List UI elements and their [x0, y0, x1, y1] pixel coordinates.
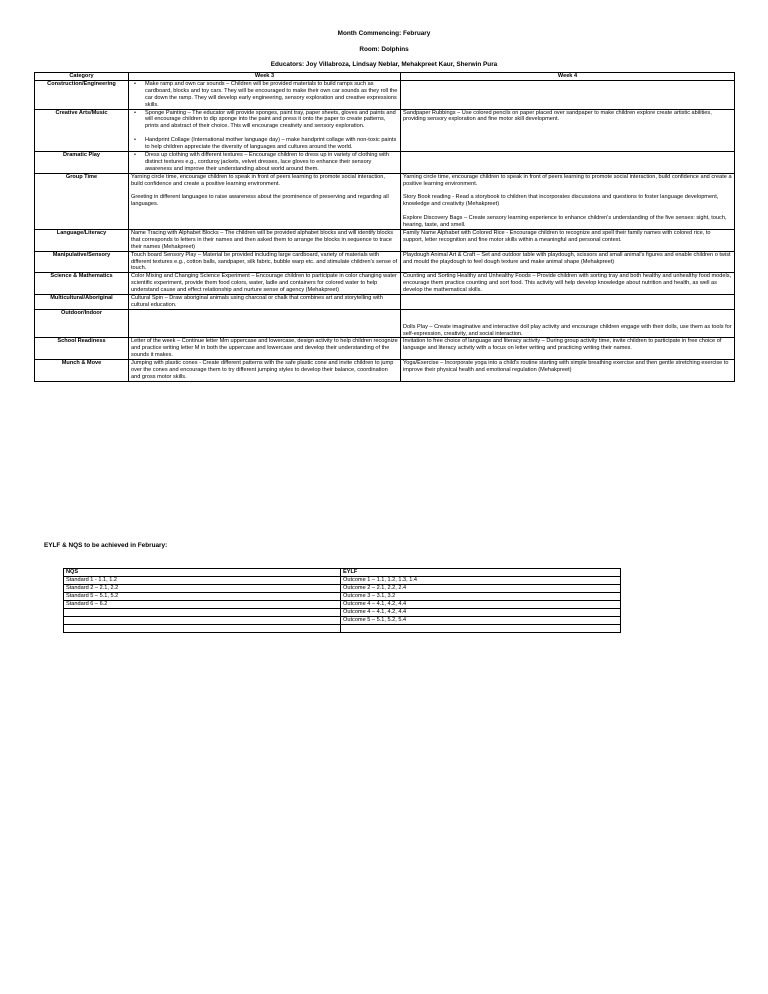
room-heading: Room: Dolphins — [359, 46, 409, 53]
standards-header-row — [64, 569, 621, 577]
weekly-plan-table — [34, 72, 735, 382]
activity-text: Story Book reading - Read a storybook to children that incorporates discussions and questions to foster language development, knowledge and creativity (Mehakpreet) — [403, 194, 719, 208]
activity-text: Sandpaper Rubbings – Use colored pencils on paper placed over sandpaper to make children explore create artistic abilities, providing sensory exploration and fine motor skill development. — [403, 109, 712, 123]
category-cell: Dramatic Play — [35, 151, 129, 173]
nqs-cell — [64, 625, 341, 633]
activity-text: Yarning circle time, encourage children to speak in front of peers learning to promote social interaction, build confidence and create a positive learning environment. — [403, 173, 732, 187]
plan-row — [35, 109, 735, 151]
standards-row — [64, 601, 621, 609]
activity-text: Playdough Animal Art & Craft – Set and outdoor table with playdough, scissors and small animal's figures and enable children o twist and mould the playdough to feel dough texture and make animal shape (Mehakpreet) — [403, 251, 731, 265]
standards-body — [64, 569, 621, 633]
activity-text — [403, 310, 732, 317]
nqs-cell: Standard 6 – 6.2 — [64, 601, 341, 609]
week-3-cell — [129, 273, 401, 295]
nqs-cell: Standard 5 – 5.1, 5.2 — [64, 593, 341, 601]
week-3-cell — [129, 80, 401, 109]
nqs-cell: Standard 2 – 2.1, 2.2 — [64, 585, 341, 593]
activity-text: Cultural Spin – Draw aboriginal animals using charcoal or chalk that combines art and storytelling with cultural education. — [131, 295, 383, 308]
nqs-cell — [64, 609, 341, 617]
bullet-icon: • — [134, 109, 136, 116]
week-4-cell — [401, 360, 735, 382]
plan-row — [35, 338, 735, 360]
eylf-nqs-title: EYLF & NQS to be achieved in February: — [44, 542, 168, 549]
week-4-cell — [401, 273, 735, 295]
column-header-category: Category — [35, 73, 129, 81]
plan-row — [35, 360, 735, 382]
activity-text: Make ramp and own car sounds – Children will be provided materials to build ramps such as cardboard, blocks and toy cars. They will be encouraged to make their own car sounds as they roll the car down the ramp. They will develop early engineering, sensory exploration and creative expressions skills. — [145, 80, 398, 108]
activity-text: Touch board Sensory Play – Material be provided including large cardboard, variety of materials with different textures e.g., cotton balls, sandpaper, silk fabric, bubble warp etc. and stimulate children's sense of touch. — [131, 251, 398, 272]
week-4-cell — [401, 109, 735, 151]
standards-row — [64, 617, 621, 625]
activity-item — [131, 152, 398, 173]
plan-row — [35, 251, 735, 273]
standards-row — [64, 593, 621, 601]
category-cell: Construction/Engineering — [35, 80, 129, 109]
activity-text: Handprint Collage (International mother language day) – make handprint collage with non-toxic paints to help children appreciate the diversity of languages and cultures around the world. — [145, 137, 397, 151]
activity-text: Dress up clothing with different textures – Encourage children to dress up in variety of clothing with distinct textures e.g., corduroy jackets, velvet dresses, lace gloves to enhance their sensory awareness and improve their understanding about world around them. — [145, 151, 389, 172]
category-cell: Multicultural/Aboriginal — [35, 295, 129, 310]
week-3-cell — [129, 229, 401, 251]
category-cell: Group Time — [35, 173, 129, 229]
activity-text: Family Name Alphabet with Colored Rice - Encourage children to recognize and spell their family names with colored rice, to support, letter recognition and fine motor skills within a meaningful and personal context. — [403, 229, 711, 243]
bullet-icon: • — [134, 137, 136, 144]
bullet-icon: • — [134, 151, 136, 158]
plan-row — [35, 295, 735, 310]
activity-text: Greeting in different languages to raise awareness about the prominence of preserving and regarding all languages. — [131, 194, 389, 208]
educators-heading: Educators: Joy Villabroza, Lindsay Neblar, Mehakpreet Kaur, Sherwin Pura — [270, 61, 498, 68]
eylf-cell — [341, 625, 621, 633]
bullet-icon: • — [134, 80, 136, 87]
activity-text: Yarning circle time, encourage children to speak in front of peers learning to promote social interaction, build confidence and create a positive learning environment. — [131, 173, 385, 187]
activity-text: Letter of the week – Continue letter Mm uppercase and lowercase, design activity to help children recognize and practice writing letter M in both the uppercase and lowercase and develop their understanding of the sounds it makes. — [131, 338, 398, 359]
eylf-cell: Outcome 5 – 5.1, 5.2, 5.4 — [341, 617, 621, 625]
week-3-cell — [129, 338, 401, 360]
category-cell: Outdoor/Indoor — [35, 309, 129, 338]
activity-text: Jumping with plastic cones - Create different patterns with the safe plastic cone and invite children to jump over the cones and encourage them to try different jumping styles to develop their balance, coordination and gross motor skills. — [131, 360, 394, 380]
category-cell: Language/Literacy — [35, 229, 129, 251]
activity-text: Counting and Sorting Healthy and Unhealthy Foods – Provide children with sorting tray and both healthy and unhealthy food models, encourage them practice counting and sort food. This activity will help develop knowledge about nutrition and health, as well as develop the mathematical skills. — [403, 273, 732, 294]
eylf-cell: Outcome 4 – 4.1, 4.2, 4.4 — [341, 609, 621, 617]
plan-row — [35, 80, 735, 109]
category-cell: School Readiness — [35, 338, 129, 360]
week-4-cell — [401, 173, 735, 229]
plan-header-row — [35, 73, 735, 81]
eylf-header: EYLF — [341, 569, 621, 577]
plan-row — [35, 309, 735, 338]
week-4-cell — [401, 229, 735, 251]
category-cell: Munch & Move — [35, 360, 129, 382]
activity-item — [131, 81, 398, 109]
week-3-cell — [129, 295, 401, 310]
eylf-cell: Outcome 3 – 3.1, 3.2 — [341, 593, 621, 601]
eylf-cell: Outcome 1 – 1.1, 1.2, 1.3, 1.4 — [341, 577, 621, 585]
activity-text: Explore Discovery Bags – Create sensory learning experience to enhance children's understanding of the five senses: sight, touch, hearing, taste, and smell. — [403, 215, 727, 228]
eylf-cell: Outcome 2 – 2.1, 2.2, 2.4 — [341, 585, 621, 593]
plan-body — [35, 80, 735, 381]
column-header-week-3: Week 3 — [129, 73, 401, 81]
week-4-cell — [401, 80, 735, 109]
eylf-cell: Outcome 4 – 4.1, 4.2, 4.4 — [341, 601, 621, 609]
week-3-cell — [129, 173, 401, 229]
week-3-cell — [129, 251, 401, 273]
activity-text: Name Tracing with Alphabet Blocks – The children will be provided alphabet blocks and will identify blocks that corresponds to letters in their names and then asked them to arrange the blocks in sequence to trace their names (Mehakpreet) — [131, 229, 394, 250]
activity-item — [131, 110, 398, 131]
standards-row — [64, 625, 621, 633]
activity-text: Sponge Painting – The educator will provide sponges, paint tray, paper sheets, gloves and paints and will encourage children to dip sponge into the paint and press it onto the paper to create patterns, prints and abstract of their choice. This will encourage creativity and sensory exploration. — [145, 109, 396, 130]
standards-row — [64, 577, 621, 585]
week-4-cell — [401, 309, 735, 338]
category-cell: Creative Arts/Music — [35, 109, 129, 151]
activity-text: Color Mixing and Changing Science Experiment – Encourage children to participate in color changing water scientific experiment, provide them food colors, water, ladle and containers for colored water to help understand cause and effect relationship and nurture sense of agency (Mehakpreet) — [131, 273, 397, 294]
plan-row — [35, 151, 735, 173]
nqs-cell: Standard 1 - 1.1, 1.2 — [64, 577, 341, 585]
activity-text: Yoga/Exercise – Incorporate yoga into a child's routine starting with simple breathing exercise and then gentle stretching exercise to improve their physical health and emotional regulation (Mehakpreet) — [403, 360, 729, 374]
week-3-cell — [129, 309, 401, 338]
nqs-header: NQS — [64, 569, 341, 577]
plan-row — [35, 173, 735, 229]
category-cell: Science & Mathematics — [35, 273, 129, 295]
plan-row — [35, 273, 735, 295]
activity-text: Dolls Play – Create imaginative and interactive doll play activity and encourage children engage with their dolls, use them as tools for self-expression, creativity, and social interaction. — [403, 323, 732, 337]
standards-row — [64, 609, 621, 617]
week-3-cell — [129, 109, 401, 151]
activity-text: Invitation to free choice of language and literacy activity – During group activity time, invite children to participate in free choice of language and literacy activity with a focus on letter writing and practicing writing their names. — [403, 338, 722, 352]
plan-row — [35, 229, 735, 251]
standards-table — [63, 568, 621, 633]
week-4-cell — [401, 295, 735, 310]
category-cell: Manipulative/Sensory — [35, 251, 129, 273]
month-heading: Month Commencing: February — [337, 30, 431, 37]
week-4-cell — [401, 251, 735, 273]
standards-row — [64, 585, 621, 593]
week-3-cell — [129, 151, 401, 173]
week-4-cell — [401, 151, 735, 173]
week-4-cell — [401, 338, 735, 360]
week-3-cell — [129, 360, 401, 382]
nqs-cell — [64, 617, 341, 625]
activity-item — [131, 137, 398, 151]
column-header-week-4: Week 4 — [401, 73, 735, 81]
